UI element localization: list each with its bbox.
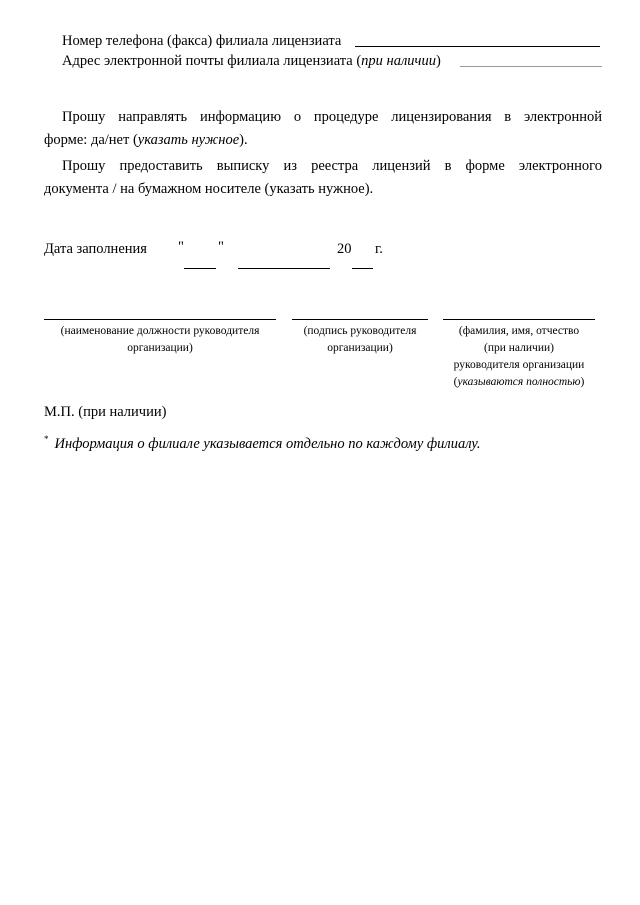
signature-caption: (подпись руководителя организации) [303, 325, 417, 354]
footnote-text: Информация о филиале указывается отдельно по каждому филиалу. [54, 436, 481, 452]
branch-footnote [44, 430, 481, 453]
electronic-info-choice-note: указать нужное [137, 132, 240, 148]
position-caption: (наименование должности руководителя организации) [60, 325, 260, 354]
signature-field-line[interactable] [292, 319, 428, 320]
branch-email-field-line[interactable] [460, 66, 602, 67]
registry-extract-request-paragraph: Прошу предоставить выписку из реестра лицензий в форме электронного документа / на бумажном носителе (указать нужное). [44, 158, 602, 197]
full-name-field-line[interactable] [443, 319, 595, 320]
branch-email-label: Адрес электронной почты филиала лицензиата (при наличии) [62, 53, 441, 69]
branch-phone-field-line[interactable] [355, 46, 600, 47]
date-day-field-line[interactable] [184, 268, 216, 269]
email-optional-note: при наличии [361, 53, 436, 69]
date-label: Дата заполнения [44, 241, 147, 257]
date-year-field-line[interactable] [352, 268, 373, 269]
date-year-suffix: г. [375, 241, 383, 257]
branch-phone-label: Номер телефона (факса) филиала лицензиата [62, 33, 342, 49]
stamp-place-label: М.П. (при наличии) [44, 404, 167, 420]
position-field-line[interactable] [44, 319, 276, 320]
date-year-prefix: 20 [337, 241, 352, 257]
date-close-quote: " [218, 239, 224, 255]
full-name-caption: (фамилия, имя, отчество (при наличии) руководителя организации (указываются полностью) [453, 325, 585, 388]
electronic-info-request-paragraph: Прошу направлять информацию о процедуре лицензирования в электронной форме: да/нет (указать нужное). [44, 109, 602, 148]
date-month-field-line[interactable] [238, 268, 330, 269]
footnote-marker: * [44, 434, 49, 444]
date-open-quote: " [178, 239, 184, 255]
